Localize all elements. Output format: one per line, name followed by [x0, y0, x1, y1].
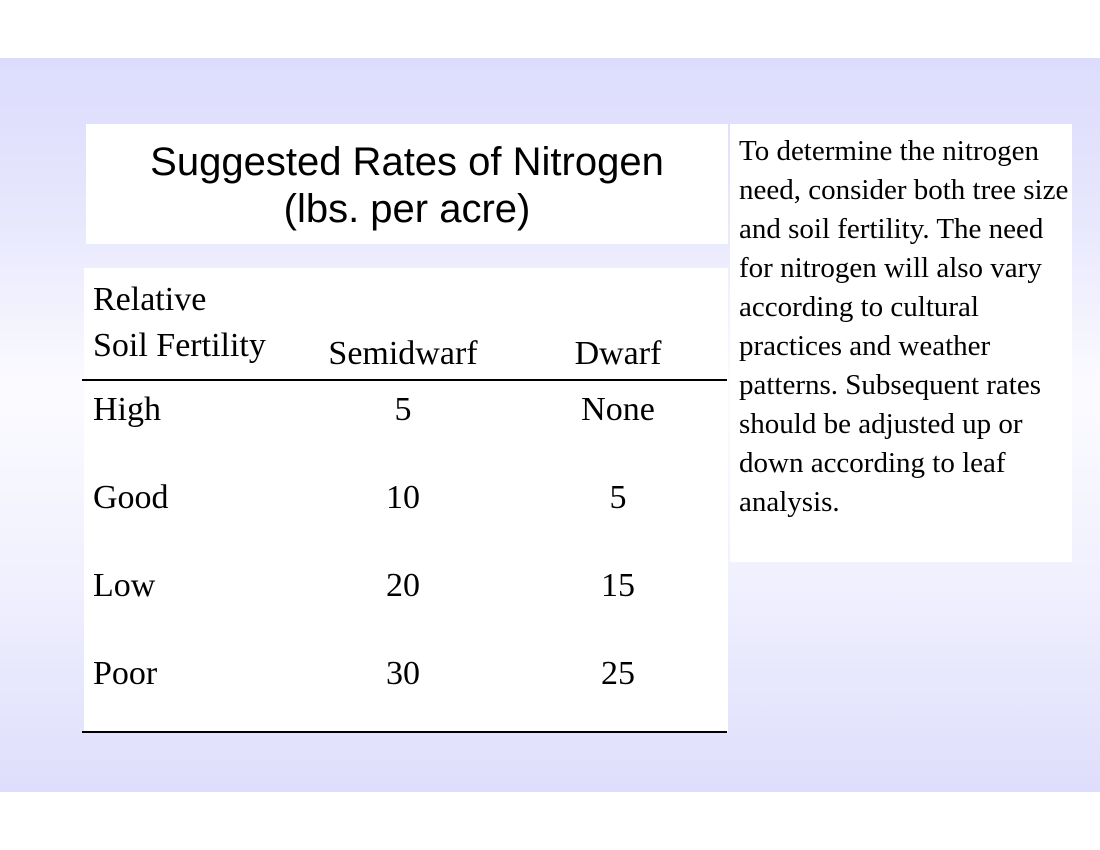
title-line-2: (lbs. per acre): [283, 187, 531, 231]
title-line-1: Suggested Rates of Nitrogen: [150, 140, 664, 184]
row-dwarf-value: None: [581, 391, 655, 428]
row-semidwarf-value: 30: [386, 655, 420, 692]
note-text: To determine the nitrogen need, consider both tree size and soil fertility. The need for nitrogen will also vary according to cultural practices and weather patterns. Subsequent rates should be adjusted up or down according to leaf analysis.: [739, 135, 1069, 518]
row-fertility: Low: [93, 567, 156, 604]
header-fertility-line-1: Relative: [93, 281, 207, 318]
header-dwarf: Dwarf: [574, 335, 662, 372]
title-box: [86, 124, 728, 244]
row-semidwarf-value: 10: [386, 479, 420, 516]
header-rule: [82, 379, 727, 381]
note-box: [730, 124, 1072, 562]
row-fertility: Poor: [93, 655, 158, 692]
row-semidwarf-value: 5: [394, 391, 412, 428]
nitrogen-rates-table: [84, 268, 728, 732]
row-fertility: Good: [93, 479, 169, 516]
header-semidwarf: Semidwarf: [328, 335, 478, 372]
row-dwarf-value: 5: [609, 479, 627, 516]
row-dwarf-value: 25: [601, 655, 635, 692]
row-dwarf-value: 15: [601, 567, 635, 604]
header-fertility-line-2: Soil Fertility: [93, 327, 266, 364]
row-semidwarf-value: 20: [386, 567, 420, 604]
bottom-rule: [82, 731, 727, 733]
row-fertility: High: [93, 391, 161, 428]
